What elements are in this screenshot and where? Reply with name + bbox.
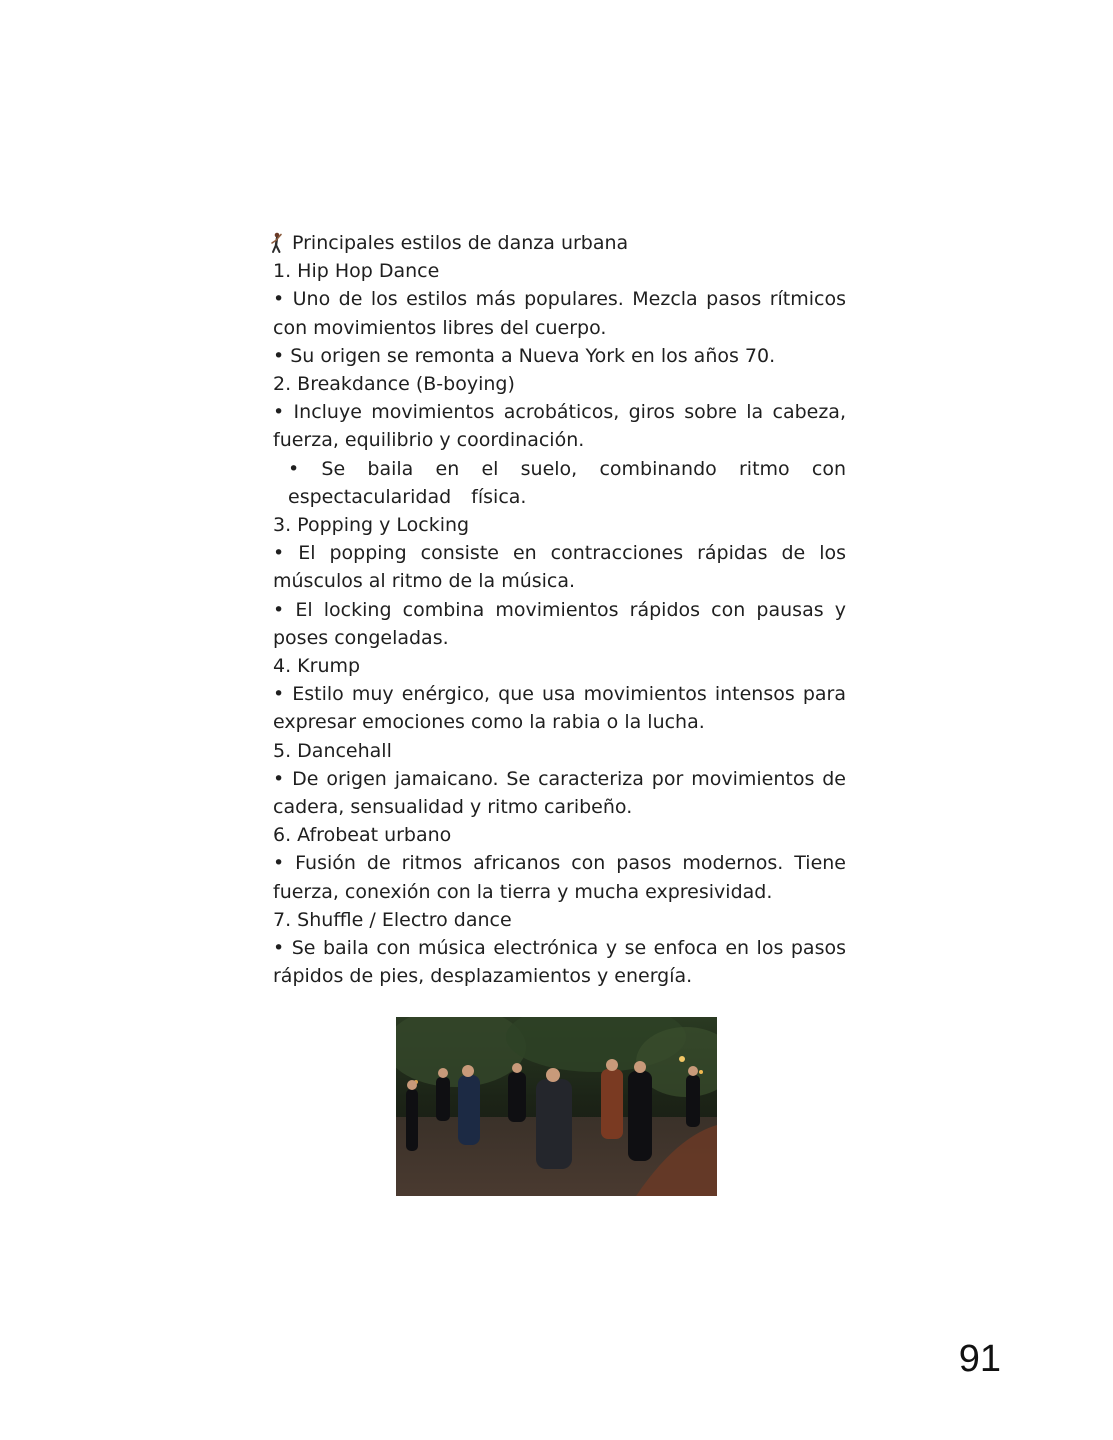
style-bullet: • Incluye movimientos acrobáticos, giros sobre la cabeza, fuerza, equilibrio y coordinación. <box>273 401 846 452</box>
style-title: 3. Popping y Locking <box>273 514 470 537</box>
style-title: 2. Breakdance (B-boying) <box>273 373 515 396</box>
page-number: 91 <box>958 1338 1001 1380</box>
photo-illustration <box>396 1017 717 1196</box>
style-title: 5. Dancehall <box>273 739 392 762</box>
style-bullet: • De origen jamaicano. Se caracteriza por movimientos de cadera, sensualidad y ritmo caribeño. <box>273 767 846 819</box>
style-bullet: • Se baila con música electrónica y se enfoca en los pasos rápidos de pies, desplazamientos y energía. <box>273 937 846 988</box>
style-title: 4. Krump <box>273 655 361 678</box>
style-bullet: • Fusión de ritmos africanos con pasos modernos. Tiene fuerza, conexión con la tierra y mucha expresividad. <box>273 852 846 903</box>
style-bullet: • Uno de los estilos más populares. Mezcla pasos rítmicos con movimientos libres del cuerpo. <box>273 288 846 339</box>
style-title: 6. Afrobeat urbano <box>273 824 452 847</box>
heading-text: Principales estilos de danza urbana <box>292 232 629 254</box>
section-heading <box>268 229 846 257</box>
document-text <box>268 229 846 990</box>
style-title: 1. Hip Hop Dance <box>273 260 440 283</box>
style-bullet: • El locking combina movimientos rápidos con pausas y poses congeladas. <box>273 598 846 649</box>
style-bullet: • Estilo muy enérgico, que usa movimientos intensos para expresar emociones como la rabia o la lucha. <box>273 683 846 734</box>
style-bullet: • El popping consiste en contracciones rápidas de los músculos al ritmo de la música. <box>273 542 846 593</box>
dancer-icon <box>268 232 286 254</box>
style-title: 7. Shuffle / Electro dance <box>273 908 512 931</box>
dancing-couples-photo <box>396 1017 717 1196</box>
style-bullet: • Se baila en el suelo, combinando ritmo con espectacularidad física. <box>288 457 846 508</box>
style-bullet: • Su origen se remonta a Nueva York en los años 70. <box>273 344 776 367</box>
